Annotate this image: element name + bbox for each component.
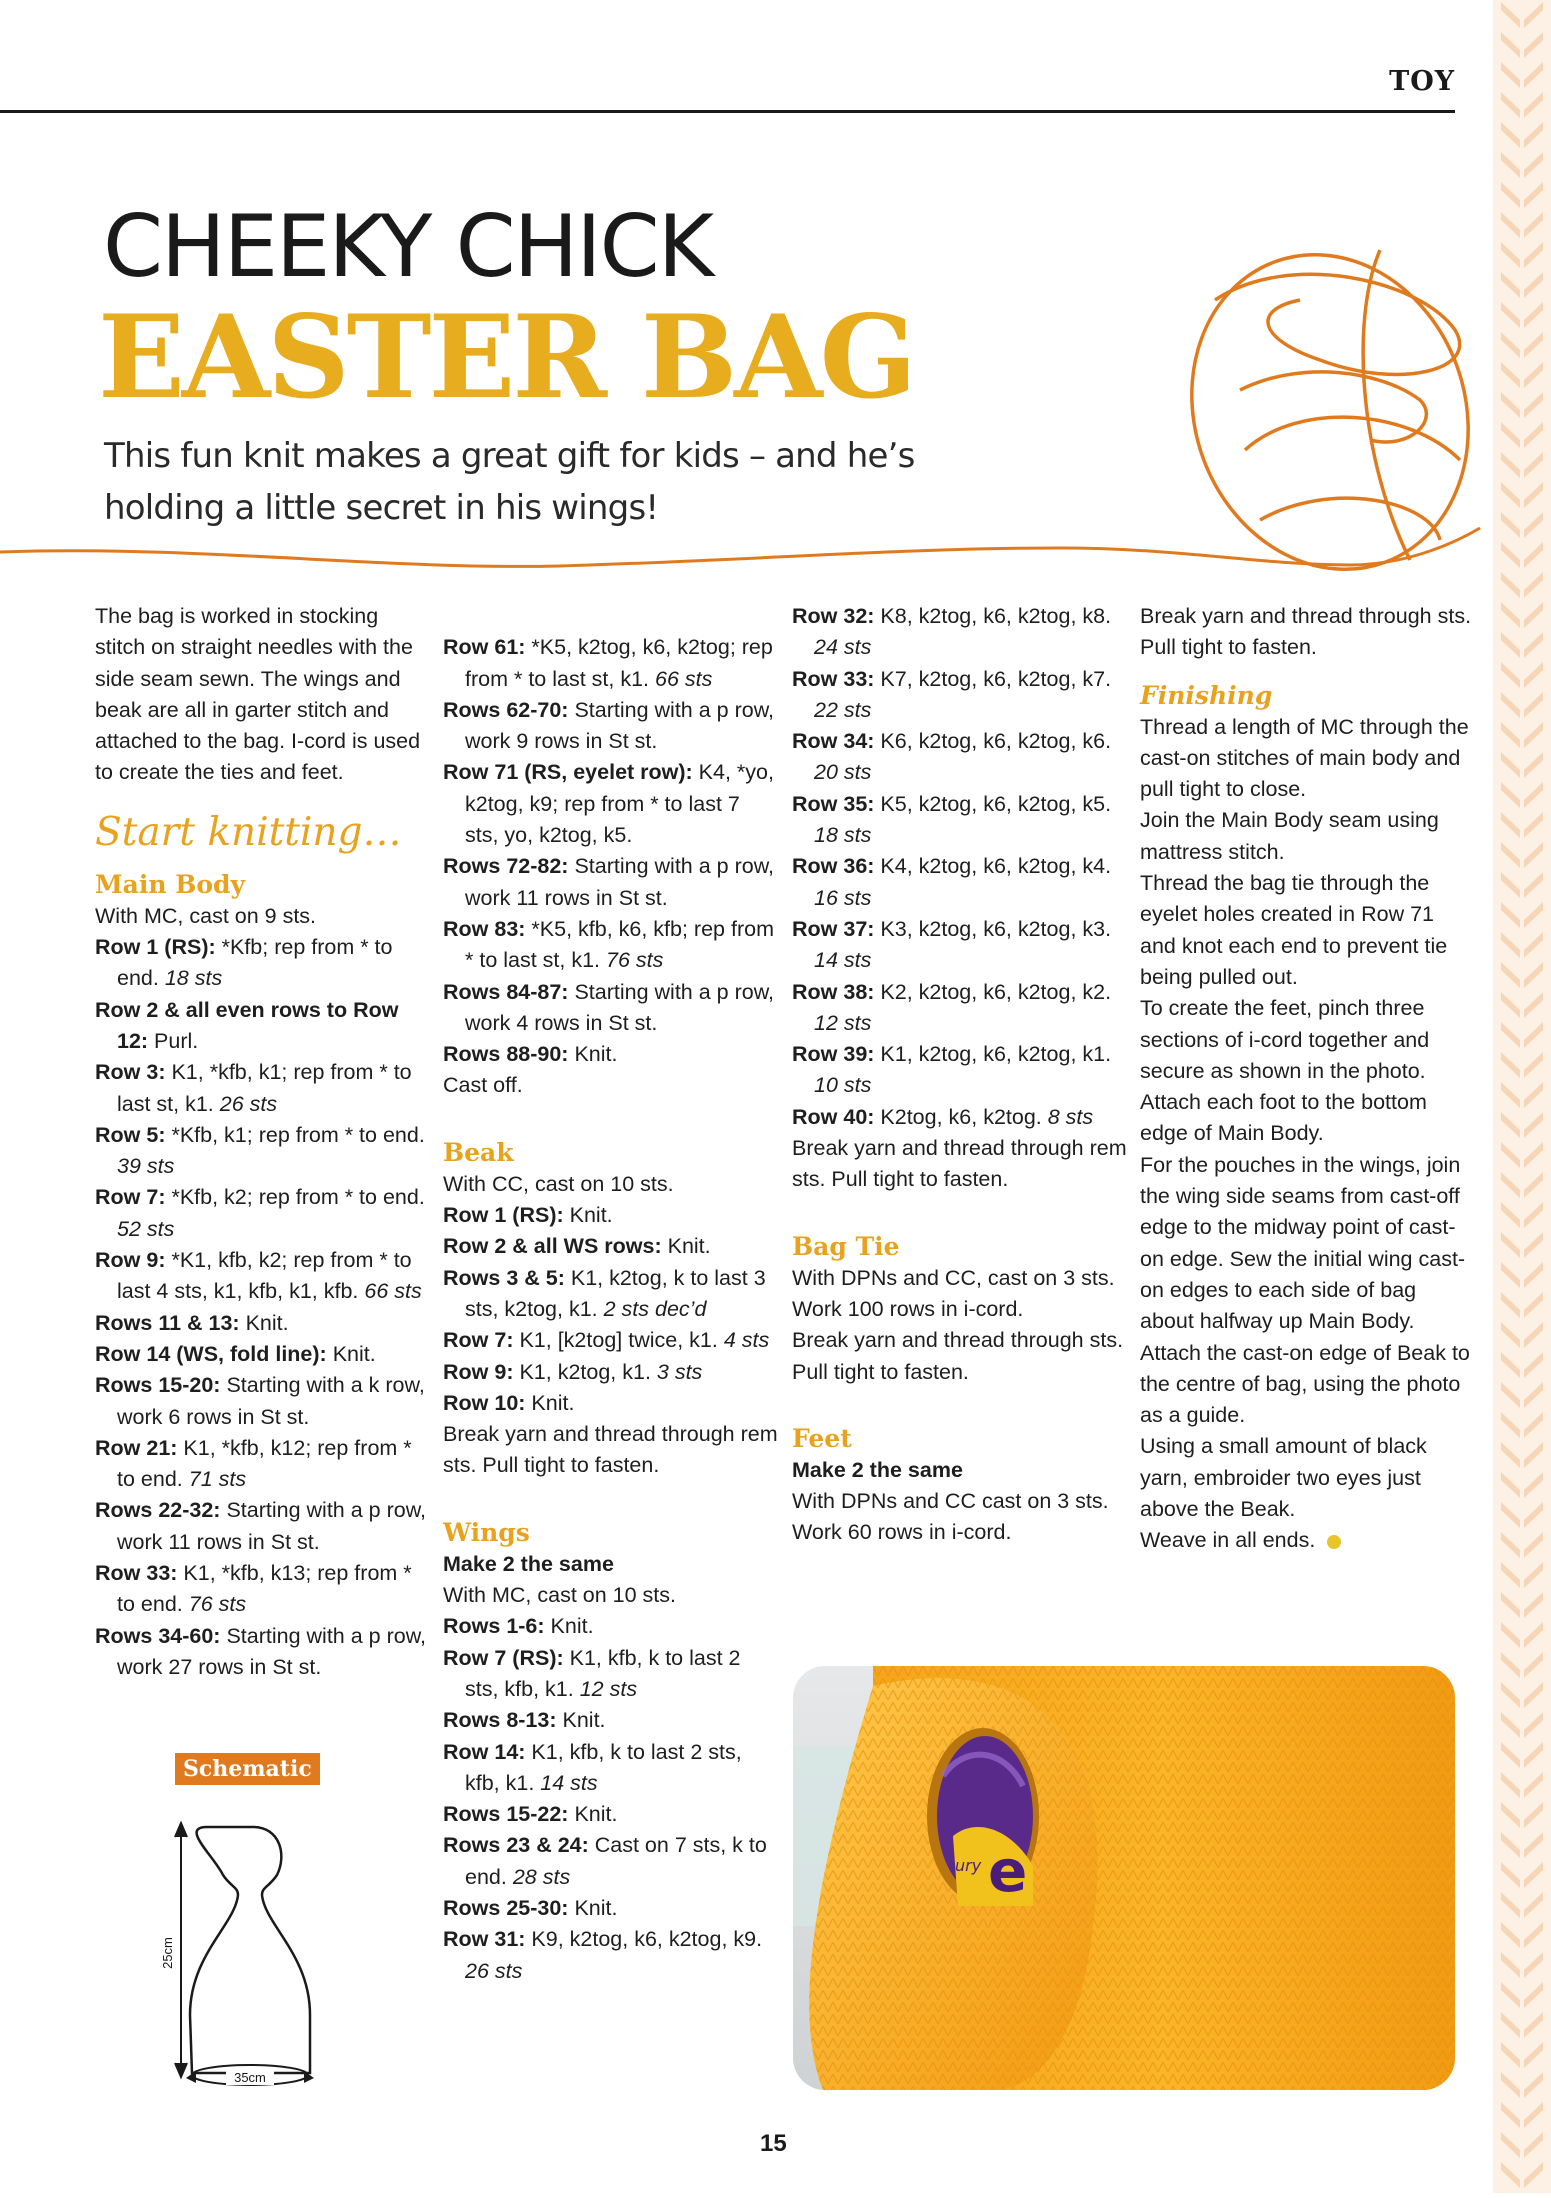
pattern-row (443, 1737, 778, 1800)
row-text: *Kfb; rep from * to end. (117, 935, 393, 991)
row-label: Row 2 & all even rows to Row 12: (95, 997, 399, 1053)
row-label: Row 83: (443, 916, 526, 941)
wings-heading: Wings (443, 1517, 530, 1547)
row-count: 12 sts (579, 1676, 638, 1701)
pattern-row (443, 977, 778, 1040)
row-text: Knit. (239, 1310, 289, 1335)
bag-tie-line: With DPNs and CC, cast on 3 sts. (792, 1265, 1115, 1290)
row-text: K1, k2tog, k to last 3 sts, k2tog, k1. (465, 1265, 766, 1321)
finishing-line-last (1140, 1525, 1475, 1556)
row-text: K4, k2tog, k6, k2tog, k4. (874, 854, 1112, 879)
bag-tie-line: Break yarn and thread through sts. Pull tight to fasten. (792, 1328, 1124, 1384)
row-label: Rows 72-82: (443, 854, 569, 879)
row-label: Rows 11 & 13: (95, 1310, 240, 1335)
feet-line: Break yarn and thread through sts. Pull tight to fasten. (1140, 604, 1472, 660)
egg-wrapper-small-text: ury (955, 1856, 982, 1875)
pattern-row (443, 1263, 778, 1326)
row-label: Row 14: (443, 1739, 526, 1764)
row-label: Row 36: (792, 854, 875, 879)
pattern-row (95, 1120, 430, 1183)
row-label: Row 1 (RS): (95, 935, 216, 960)
wings-make: Make 2 the same (443, 1551, 614, 1576)
row-count: 22 sts (814, 697, 872, 722)
row-label: Row 32: (792, 604, 875, 628)
pattern-row (443, 1893, 778, 1924)
row-count: 2 sts dec’d (603, 1296, 707, 1321)
pattern-row (95, 1370, 430, 1433)
pattern-row (792, 1102, 1127, 1133)
schematic-label: Schematic (175, 1753, 320, 1785)
row-text: Knit. (661, 1234, 711, 1259)
pattern-row (443, 1705, 778, 1736)
row-text: *Kfb, k1; rep from * to end. (165, 1122, 425, 1147)
start-heading: Start knitting… (95, 809, 402, 855)
row-count: 76 sts (606, 948, 664, 973)
yarn-end-icon (1327, 1535, 1341, 1549)
intro-text: The bag is worked in stocking stitch on straight needles with the side seam sewn. The wings and beak are all in garter stitch and attached to the bag. I-cord is used to create the ties and feet. (95, 604, 421, 785)
row-label: Rows 62-70: (443, 697, 569, 722)
pattern-row (792, 1039, 1127, 1102)
row-text: K2, k2tog, k6, k2tog, k2. (874, 979, 1112, 1004)
row-text: Cast on 7 sts, k to end. (465, 1833, 767, 1889)
pattern-row (443, 1039, 778, 1070)
row-text: Starting with a p row, work 27 rows in St st. (117, 1623, 427, 1679)
title-line-2: EASTER BAG (98, 290, 914, 424)
row-label: Rows 15-22: (443, 1802, 569, 1827)
pattern-row (443, 1643, 778, 1706)
row-count: 26 sts (465, 1958, 523, 1983)
finishing-line: Thread a length of MC through the cast-on stitches of main body and pull tight to close. (1140, 714, 1469, 802)
pattern-row (95, 1182, 430, 1245)
row-text: K7, k2tog, k6, k2tog, k7. (874, 666, 1112, 691)
row-label: Row 7 (RS): (443, 1645, 564, 1670)
finishing-line: To create the feet, pinch three sections of i-cord together and secure as shown in the photo. Attach each foot to the bottom edge of Main Body. (1140, 996, 1430, 1146)
column-4 (1140, 601, 1475, 1557)
subtitle-line-1: This fun knit makes a great gift for kids – and he’s (104, 436, 915, 476)
row-count: 18 sts (814, 823, 872, 848)
pattern-row (792, 851, 1127, 914)
row-count: 14 sts (814, 948, 872, 973)
row-count: 76 sts (188, 1592, 247, 1617)
row-text: K1, k2tog, k6, k2tog, k1. (874, 1042, 1112, 1067)
row-count: 12 sts (814, 1010, 872, 1035)
row-text: Starting with a p row, work 9 rows in St st. (465, 697, 775, 754)
row-label: Row 31: (443, 1927, 526, 1952)
row-text: K9, k2tog, k6, k2tog, k9. (525, 1927, 763, 1952)
row-label: Rows 22-32: (95, 1498, 221, 1523)
column-3 (792, 601, 1127, 1549)
row-text: K1, *kfb, k12; rep from * to end. (117, 1435, 412, 1492)
row-count: 20 sts (814, 760, 872, 785)
row-count: 66 sts (364, 1279, 422, 1304)
pattern-row (95, 1558, 430, 1621)
schematic-height-label: 25cm (160, 1937, 175, 1969)
row-label: Rows 84-87: (443, 979, 569, 1004)
pattern-row (443, 632, 778, 695)
row-text: K1, k2tog, k1. (513, 1359, 657, 1384)
row-text: K6, k2tog, k6, k2tog, k6. (874, 729, 1112, 754)
pattern-row (792, 664, 1127, 727)
pattern-row (443, 1799, 778, 1830)
row-count: 39 sts (117, 1154, 175, 1179)
row-label: Row 38: (792, 979, 875, 1004)
pattern-row (95, 1057, 430, 1120)
pattern-row (95, 1245, 430, 1308)
pattern-row (443, 1325, 778, 1356)
pattern-row (95, 1621, 430, 1684)
row-count: 8 sts (1047, 1104, 1094, 1129)
pattern-row (443, 757, 778, 851)
product-photo (793, 1666, 1455, 2090)
finishing-line: Attach the cast-on edge of Beak to the centre of bag, using the photo as a guide. (1140, 1340, 1470, 1428)
feet-make: Make 2 the same (792, 1457, 963, 1482)
row-text: K2tog, k6, k2tog. (874, 1104, 1048, 1129)
row-count: 24 sts (814, 635, 872, 660)
row-label: Rows 34-60: (95, 1623, 221, 1648)
row-count: 4 sts (723, 1328, 770, 1353)
pattern-row (792, 914, 1127, 977)
row-count: 71 sts (188, 1467, 247, 1492)
row-text: K5, k2tog, k6, k2tog, k5. (874, 791, 1112, 816)
row-count: 52 sts (117, 1216, 175, 1241)
pattern-row (95, 1339, 430, 1370)
pattern-row (792, 601, 1127, 664)
row-text: Knit. (544, 1614, 594, 1639)
finishing-line-text: Weave in all ends. (1140, 1528, 1316, 1553)
row-count: 3 sts (656, 1359, 703, 1384)
row-label: Row 5: (95, 1122, 166, 1147)
schematic-width-label: 35cm (234, 2070, 266, 2085)
egg-wrapper-text: e (988, 1837, 1028, 1905)
row-text: *Kfb, k2; rep from * to end. (165, 1185, 425, 1210)
row-text: Knit. (568, 1802, 618, 1827)
row-text: *K1, kfb, k2; rep from * to last 4 sts, k1, kfb, k1, kfb. (117, 1248, 412, 1304)
row-label: Row 61: (443, 635, 526, 660)
row-label: Row 34: (792, 729, 875, 754)
feet-line: Work 60 rows in i-cord. (792, 1520, 1012, 1545)
row-text: *K5, k2tog, k6, k2tog; rep from * to last st, k1. (465, 635, 773, 691)
row-text: Knit. (326, 1341, 376, 1366)
row-text: K1, [k2tog] twice, k1. (513, 1328, 724, 1353)
pattern-row (443, 1830, 778, 1893)
row-count: 14 sts (540, 1770, 598, 1795)
row-text: Starting with a k row, work 6 rows in St st. (117, 1373, 425, 1429)
row-text: K1, kfb, k to last 2 sts, kfb, k1. (465, 1645, 741, 1701)
row-label: Row 40: (792, 1104, 875, 1129)
row-text: Starting with a p row, work 4 rows in St st. (465, 979, 775, 1035)
main-body-cast-on: With MC, cast on 9 sts. (95, 903, 317, 928)
row-label: Rows 1-6: (443, 1614, 545, 1639)
row-text: K3, k2tog, k6, k2tog, k3. (874, 916, 1112, 941)
row-label: Row 2 & all WS rows: (443, 1234, 662, 1259)
main-body-end: Cast off. (443, 1073, 523, 1098)
pattern-row (443, 1611, 778, 1642)
row-label: Rows 23 & 24: (443, 1833, 589, 1858)
row-text: Knit. (563, 1203, 613, 1228)
beak-end: Break yarn and thread through rem sts. Pull tight to fasten. (443, 1422, 778, 1478)
finishing-heading: Finishing (1140, 680, 1273, 710)
row-text: Purl. (148, 1028, 199, 1053)
row-text: K1, *kfb, k13; rep from * to end. (117, 1561, 412, 1617)
row-text: Knit. (556, 1708, 606, 1733)
row-text: Starting with a p row, work 11 rows in St st. (465, 854, 775, 910)
knit-stitch-pattern (1493, 0, 1551, 2193)
section-label: TOY (1389, 66, 1455, 97)
beak-cast-on: With CC, cast on 10 sts. (443, 1171, 674, 1196)
row-label: Row 14 (WS, fold line): (95, 1341, 327, 1366)
pattern-row (443, 1357, 778, 1388)
row-label: Rows 25-30: (443, 1895, 569, 1920)
pattern-row-continued (443, 601, 778, 632)
bag-tie-heading: Bag Tie (792, 1231, 900, 1261)
pattern-row (443, 914, 778, 977)
row-label: Row 37: (792, 916, 875, 941)
row-count: 28 sts (512, 1864, 571, 1889)
pattern-row (792, 789, 1127, 852)
row-text: Knit. (525, 1390, 575, 1415)
bag-tie-line: Work 100 rows in i-cord. (792, 1296, 1024, 1321)
row-count: 66 sts (654, 666, 713, 691)
row-count: 10 sts (814, 1073, 872, 1098)
row-text: K4, *yo, k2tog, k9; rep from * to last 7 sts, yo, k2tog, k5. (465, 760, 774, 848)
row-label: Rows 3 & 5: (443, 1265, 565, 1290)
finishing-line: Join the Main Body seam using mattress stitch. (1140, 808, 1439, 864)
row-text: Knit. (568, 1895, 618, 1920)
pattern-row (95, 1433, 430, 1496)
column-2 (443, 601, 778, 1987)
row-label: Row 33: (792, 666, 875, 691)
subtitle-line-2: holding a little secret in his wings! (104, 488, 659, 528)
pattern-row (443, 695, 778, 758)
decorative-border-strip (1493, 0, 1551, 2193)
row-label: Row 1 (RS): (443, 1203, 564, 1228)
row-label: Row 21: (95, 1435, 178, 1460)
row-text: K1, kfb, k to last 2 sts, kfb, k1. (465, 1739, 742, 1795)
row-label: Row 9: (443, 1359, 514, 1384)
row-label: Row 35: (792, 791, 875, 816)
feet-line: With DPNs and CC cast on 3 sts. (792, 1489, 1109, 1514)
pattern-row (443, 1924, 778, 1987)
row-label: Rows 15-20: (95, 1373, 221, 1398)
row-text: Knit. (568, 1042, 618, 1067)
row-label: Row 7: (95, 1185, 166, 1210)
finishing-line: Thread the bag tie through the eyelet holes created in Row 71 and knot each end to prevent tie being pulled out. (1140, 871, 1448, 989)
row-label: Row 71 (RS, eyelet row): (443, 760, 693, 785)
yarn-ball-decoration (0, 0, 1493, 600)
pattern-row (443, 851, 778, 914)
row-count: 26 sts (219, 1091, 278, 1116)
pattern-row (95, 932, 430, 995)
row-count: 16 sts (814, 885, 872, 910)
row-label: Rows 88-90: (443, 1042, 569, 1067)
row-label: Row 39: (792, 1042, 875, 1067)
beak-heading: Beak (443, 1137, 514, 1167)
pattern-row (792, 977, 1127, 1040)
main-body-heading: Main Body (95, 869, 246, 899)
pattern-row (792, 726, 1127, 789)
chick-bag-photo (793, 1666, 1455, 2090)
row-text: K1, *kfb, k1; rep from * to last st, k1. (117, 1060, 412, 1116)
title-line-1: CHEEKY CHICK (103, 197, 713, 297)
pattern-row (443, 1200, 778, 1231)
pattern-row (95, 995, 430, 1058)
row-label: Row 9: (95, 1248, 166, 1273)
row-label: Row 3: (95, 1060, 166, 1085)
row-text: K8, k2tog, k6, k2tog, k8. (874, 604, 1112, 628)
row-label: Row 33: (95, 1561, 178, 1586)
row-text: *K5, kfb, k6, kfb; rep from * to last st, k1. (465, 916, 774, 973)
page-number: 15 (760, 2130, 787, 2157)
schematic-diagram (150, 1815, 350, 2095)
row-label: Row 7: (443, 1328, 514, 1353)
wings-end: Break yarn and thread through rem sts. Pull tight to fasten. (792, 1136, 1127, 1192)
pattern-row (443, 1231, 778, 1262)
pattern-row (443, 1388, 778, 1419)
row-label: Rows 8-13: (443, 1708, 557, 1733)
pattern-row (95, 1495, 430, 1558)
finishing-line: For the pouches in the wings, join the wing side seams from cast-off edge to the midway point of cast-on edge. Sew the initial wing cast-on edges to each side of bag about halfway up Main Body. (1140, 1152, 1466, 1334)
wings-cast-on: With MC, cast on 10 sts. (443, 1583, 676, 1608)
pattern-row (95, 1308, 430, 1339)
row-text: Starting with a p row, work 11 rows in St st. (117, 1498, 427, 1554)
feet-heading: Feet (792, 1423, 852, 1453)
column-1 (95, 601, 430, 1683)
finishing-line: Using a small amount of black yarn, embroider two eyes just above the Beak. (1140, 1434, 1427, 1522)
row-count: 18 sts (164, 966, 223, 991)
row-label: Row 10: (443, 1390, 526, 1415)
